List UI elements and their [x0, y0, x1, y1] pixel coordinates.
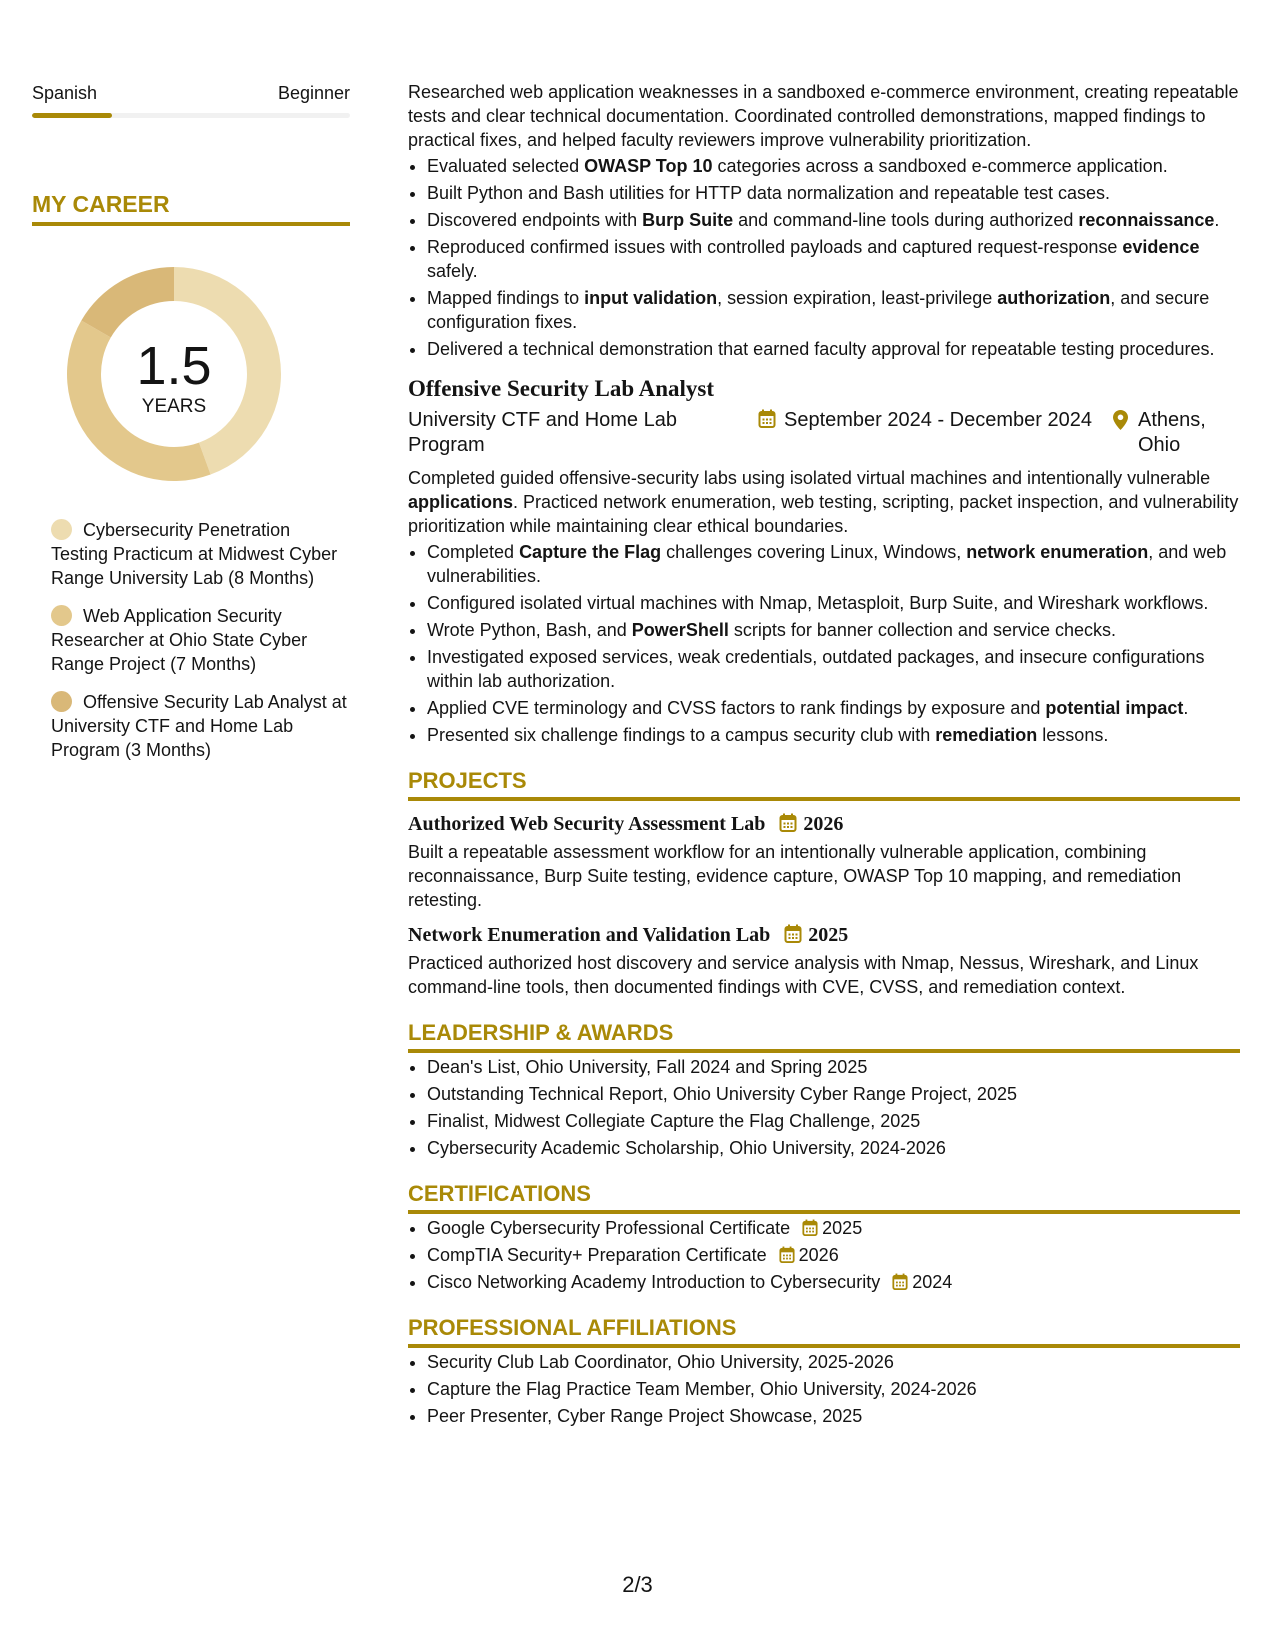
role-description: Completed guided offensive-security labs using isolated virtual machines and intentionally vulnerable applications. Practiced network enumeration, web testing, scripting, packet inspection, and vulnerability prioritization while maintaining clear ethical boundaries.	[408, 468, 1239, 536]
project-title: Authorized Web Security Assessment Lab	[408, 813, 766, 835]
bullet-item: • Completed Capture the Flag challenges covering Linux, Windows, network enumeration, and web vulnerabilities.	[427, 540, 1240, 588]
award-item: • Cybersecurity Academic Scholarship, Ohio University, 2024-2026	[427, 1136, 1240, 1160]
project-description: Practiced authorized host discovery and service analysis with Nmap, Nessus, Wireshark, and Linux command-line tools, then documented findings with CVE, CVSS, and remediation context.	[408, 953, 1199, 997]
project-year: 2026	[803, 813, 844, 835]
certification-name: Google Cybersecurity Professional Certificate	[427, 1218, 791, 1238]
calendar-icon	[779, 1246, 795, 1264]
calendar-icon	[802, 1219, 818, 1237]
previous-role-description: Researched web application weaknesses in a sandboxed e-commerce environment, creating repeatable tests and clear technical documentation. Coordinated controlled demonstrations, mapped findings to practical fixes, and helped faculty reviewers improve vulnerability prioritization.	[408, 82, 1239, 150]
project-item	[408, 922, 1240, 999]
career-legend-label: Offensive Security Lab Analyst at University CTF and Home Lab Program (3 Months)	[51, 692, 347, 760]
career-heading: MY CAREER	[32, 190, 350, 226]
certification-year: 2026	[798, 1245, 839, 1265]
bullet-item: • Discovered endpoints with Burp Suite and command-line tools during authorized reconnaissance.	[427, 208, 1240, 232]
certifications-heading: CERTIFICATIONS	[408, 1180, 1240, 1214]
calendar-icon	[892, 1273, 908, 1291]
bullet-item: • Delivered a technical demonstration that earned faculty approval for repeatable testing procedures.	[427, 337, 1240, 361]
affiliations-heading: PROFESSIONAL AFFILIATIONS	[408, 1314, 1240, 1348]
role-meta	[408, 408, 1240, 458]
language-proficiency-fill	[32, 113, 112, 118]
project-title: Network Enumeration and Validation Lab	[408, 924, 771, 946]
role-bullets	[408, 540, 1240, 747]
bullet-item: • Reproduced confirmed issues with controlled payloads and captured request-response evidence safely.	[427, 235, 1240, 283]
calendar-icon	[758, 409, 776, 429]
bullet-item: • Applied CVE terminology and CVSS factors to rank findings by exposure and potential impact.	[427, 696, 1240, 720]
legend-dot-icon	[51, 605, 72, 626]
language-name: Spanish	[32, 83, 98, 103]
affiliation-item: • Peer Presenter, Cyber Range Project Showcase, 2025	[427, 1404, 1240, 1428]
bullet-item: • Investigated exposed services, weak credentials, outdated packages, and insecure configurations within lab authorization.	[427, 645, 1240, 693]
career-total-unit: YEARS	[141, 396, 207, 417]
bullet-item: • Presented six challenge findings to a campus security club with remediation lessons.	[427, 723, 1240, 747]
certifications-list	[408, 1216, 1240, 1294]
location-pin-icon	[1113, 410, 1128, 430]
career-legend	[51, 518, 350, 762]
career-legend-item	[51, 604, 350, 676]
award-item: • Dean's List, Ohio University, Fall 2024 and Spring 2025	[427, 1055, 1240, 1079]
bullet-item: • Mapped findings to input validation, session expiration, least-privilege authorization, and secure configuration fixes.	[427, 286, 1240, 334]
language-level: Beginner	[277, 83, 350, 103]
bullet-item: • Built Python and Bash utilities for HTTP data normalization and repeatable test cases.	[427, 181, 1240, 205]
certification-item	[427, 1243, 1240, 1267]
page-number: 2/3	[622, 1572, 653, 1597]
project-item	[408, 811, 1240, 912]
career-total-value: 1.5	[136, 336, 212, 396]
awards-list	[408, 1055, 1240, 1160]
bullet-item: • Evaluated selected OWASP Top 10 categories across a sandboxed e-commerce application.	[427, 154, 1240, 178]
calendar-icon	[784, 924, 802, 944]
right-column	[408, 80, 1240, 1431]
legend-dot-icon	[51, 691, 72, 712]
previous-role-bullets	[408, 154, 1240, 361]
certification-name: CompTIA Security+ Preparation Certificate	[427, 1245, 767, 1265]
affiliation-item: • Security Club Lab Coordinator, Ohio University, 2025-2026	[427, 1350, 1240, 1374]
role-dates	[758, 408, 1113, 458]
bullet-item: • Configured isolated virtual machines with Nmap, Metasploit, Burp Suite, and Wireshark workflows.	[427, 591, 1240, 615]
certification-name: Cisco Networking Academy Introduction to Cybersecurity	[427, 1272, 881, 1292]
projects-heading: PROJECTS	[408, 767, 1240, 801]
certification-year: 2025	[822, 1218, 863, 1238]
award-item: • Finalist, Midwest Collegiate Capture the Flag Challenge, 2025	[427, 1109, 1240, 1133]
career-legend-item	[51, 518, 350, 590]
role-location-text: Athens, Ohio	[1138, 409, 1206, 456]
project-year: 2025	[808, 924, 849, 946]
language-row	[32, 82, 350, 104]
certification-item	[427, 1216, 1240, 1240]
project-title-row	[408, 922, 1240, 948]
bullet-item: • Wrote Python, Bash, and PowerShell scripts for banner collection and service checks.	[427, 618, 1240, 642]
left-column	[32, 82, 350, 776]
affiliations-list	[408, 1350, 1240, 1428]
legend-dot-icon	[51, 519, 72, 540]
certification-item	[427, 1270, 1240, 1294]
calendar-icon	[779, 813, 797, 833]
affiliation-item: • Capture the Flag Practice Team Member, Ohio University, 2024-2026	[427, 1377, 1240, 1401]
career-legend-item	[51, 690, 350, 762]
project-title-row	[408, 811, 1240, 837]
award-item: • Outstanding Technical Report, Ohio University Cyber Range Project, 2025	[427, 1082, 1240, 1106]
career-donut-chart	[66, 266, 282, 482]
role-organization: University CTF and Home Lab Program	[408, 409, 677, 456]
career-legend-label: Cybersecurity Penetration Testing Practicum at Midwest Cyber Range University Lab (8 Months)	[51, 520, 338, 588]
role-dates-text: September 2024 - December 2024	[784, 409, 1092, 431]
career-legend-label: Web Application Security Researcher at Ohio State Cyber Range Project (7 Months)	[51, 606, 308, 674]
project-description: Built a repeatable assessment workflow for an intentionally vulnerable application, combining reconnaissance, Burp Suite testing, evidence capture, OWASP Top 10 mapping, and remediation retesting.	[408, 842, 1182, 910]
role-title: Offensive Security Lab Analyst	[408, 376, 715, 401]
awards-heading: LEADERSHIP & AWARDS	[408, 1019, 1240, 1053]
certification-year: 2024	[912, 1272, 953, 1292]
donut-segment	[81, 267, 174, 338]
role-location	[1113, 408, 1240, 458]
language-proficiency-bar	[32, 113, 350, 118]
